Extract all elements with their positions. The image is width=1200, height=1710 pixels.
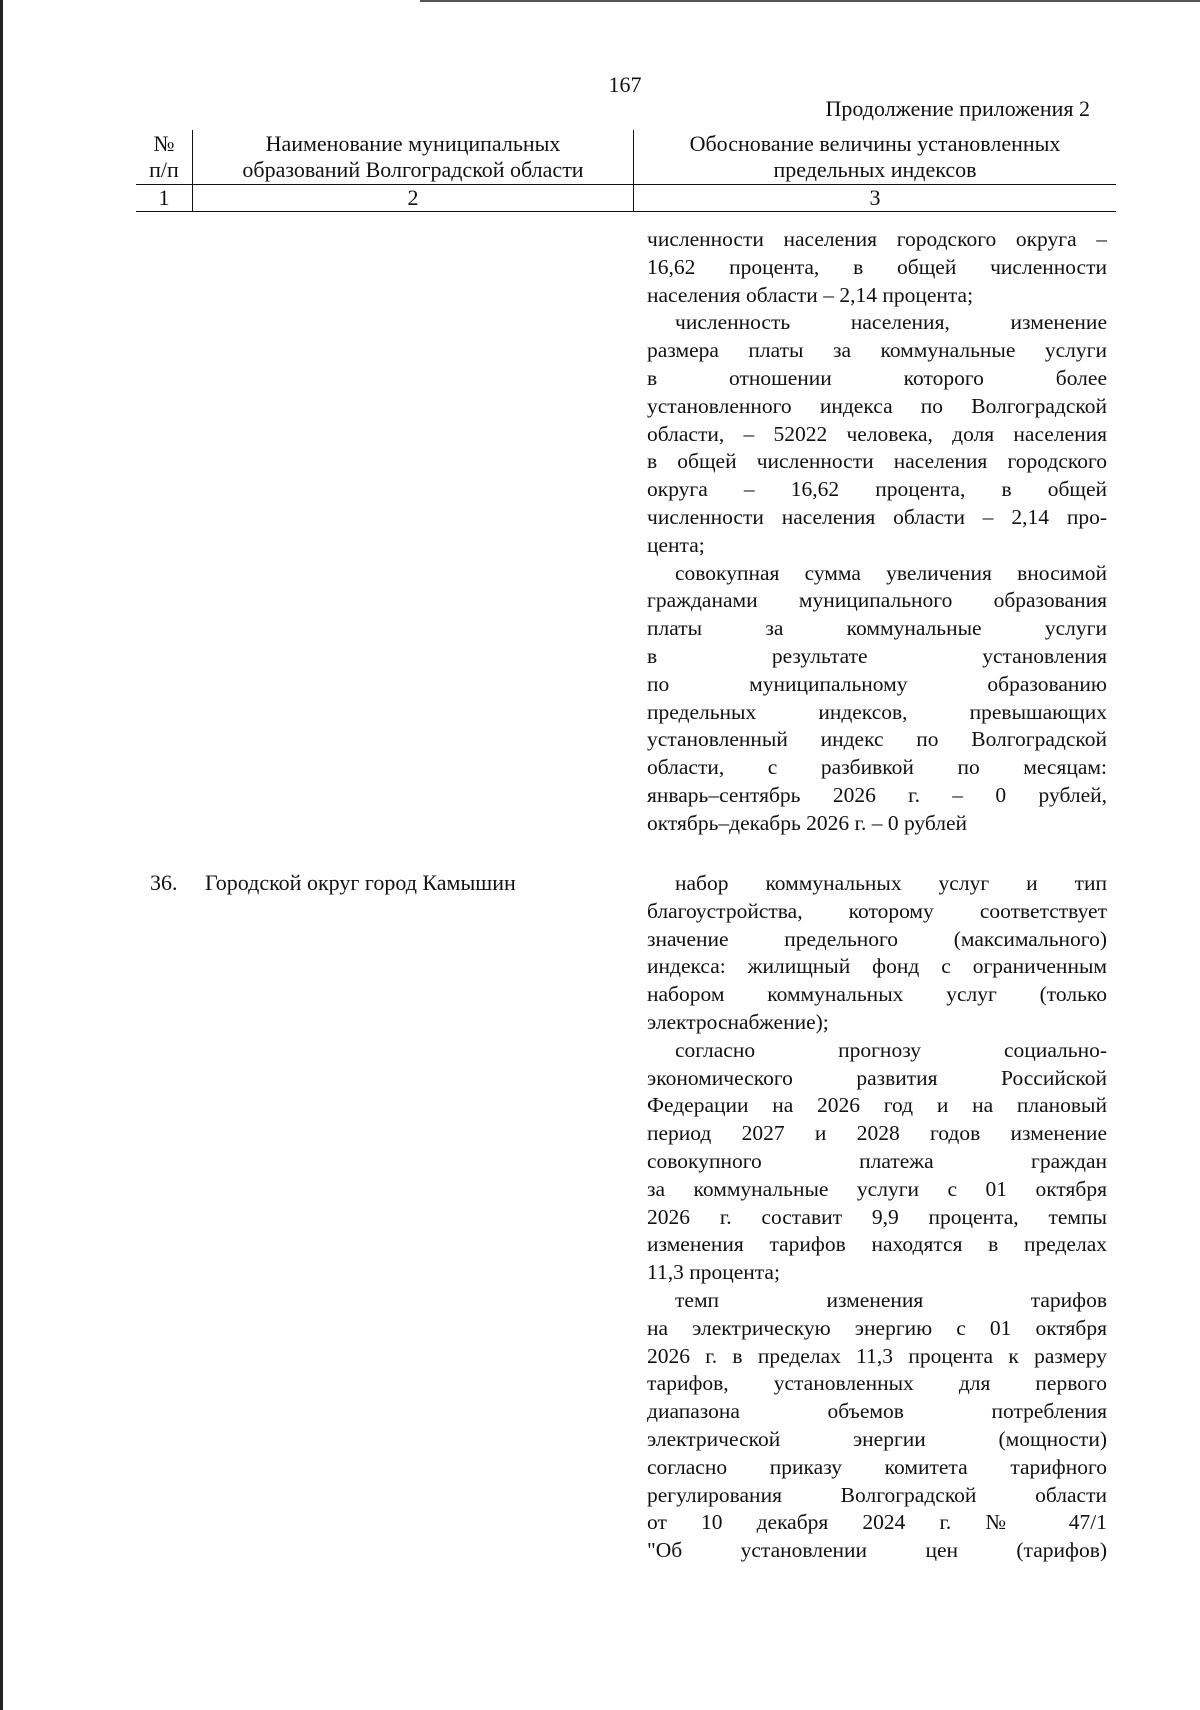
text-line: тарифов, установленных для первого: [647, 1371, 1107, 1396]
text-line: октябрь–декабрь 2026 г. – 0 рублей: [647, 810, 968, 835]
text-line: 16,62 процента, в общей численности: [647, 254, 1107, 279]
text-line: населения области – 2,14 процента;: [647, 282, 974, 307]
text-line: численности населения городского округа –: [647, 227, 1107, 251]
table-header-row: [136, 130, 1116, 185]
text-line: платы за коммунальные услуги: [647, 616, 1107, 641]
header-cell-justification: [634, 130, 1117, 185]
text-line: электрической энергии (мощности): [647, 1426, 1107, 1451]
justification-block-previous: [647, 226, 1107, 838]
text-line: области, – 52022 человека, доля населения: [647, 421, 1107, 446]
municipality-name: Городской округ город Камышин: [205, 870, 516, 895]
entry-number: 36.: [150, 870, 178, 895]
text-line: 11,3 процента;: [647, 1260, 780, 1285]
header-cell-municipality: [193, 130, 634, 185]
header-municipality-line1: Наименование муниципальных: [265, 131, 561, 156]
text-line: цента;: [647, 532, 705, 557]
text-line: за коммунальные услуги с 01 октября: [647, 1176, 1107, 1201]
text-line: темп изменения тарифов: [675, 1287, 1107, 1312]
header-justification-line2: предельных индексов: [773, 157, 977, 182]
header-number-line2: п/п: [149, 157, 179, 182]
page-number: 167: [608, 72, 642, 97]
column-number-1: 1: [136, 185, 193, 212]
column-number-row: [136, 185, 1116, 212]
text-line: набор коммунальных услуг и тип: [675, 871, 1107, 895]
text-line: экономического развития Российской: [647, 1065, 1107, 1090]
text-line: численности населения области – 2,14 про-: [647, 504, 1107, 529]
continuation-label: Продолжение приложения 2: [825, 96, 1090, 121]
text-line: электроснабжение);: [647, 1009, 829, 1034]
text-line: согласно приказу комитета тарифного: [647, 1454, 1107, 1479]
text-line: установленный индекс по Волгоградской: [647, 727, 1107, 752]
text-line: "Об установлении цен (тарифов): [647, 1538, 1107, 1563]
text-line: регулирования Волгоградской области: [647, 1482, 1107, 1507]
text-line: значение предельного (максимального): [647, 926, 1107, 951]
table-header: [136, 130, 1116, 212]
text-line: благоустройства, которому соответствует: [647, 898, 1107, 923]
text-line: изменения тарифов находятся в пределах: [647, 1232, 1107, 1257]
header-number-line1: №: [153, 131, 175, 156]
text-line: диапазона объемов потребления: [647, 1399, 1107, 1424]
text-line: на электрическую энергию с 01 октября: [647, 1315, 1107, 1340]
text-line: области, с разбивкой по месяцам:: [647, 755, 1107, 780]
text-line: в общей численности населения городского: [647, 449, 1107, 474]
text-line: установленного индекса по Волгоградской: [647, 393, 1107, 418]
text-line: округа – 16,62 процента, в общей: [647, 477, 1107, 502]
text-line: от 10 декабря 2024 г. № 47/1: [647, 1510, 1107, 1535]
justification-block-kamyshin: [647, 870, 1107, 1565]
header-municipality-line2: образований Волгоградской области: [242, 157, 584, 182]
text-line: предельных индексов, превышающих: [647, 699, 1107, 724]
text-line: 2026 г. в пределах 11,3 процента к размеру: [647, 1343, 1107, 1368]
scan-edge-top: [420, 0, 1200, 2]
scan-edge-left: [0, 0, 3, 1710]
text-line: январь–сентябрь 2026 г. – 0 рублей,: [647, 782, 1107, 807]
text-line: численность населения, изменение: [675, 310, 1107, 335]
text-line: в результате установления: [647, 643, 1107, 668]
column-number-3: 3: [634, 185, 1117, 212]
text-line: гражданами муниципального образования: [647, 588, 1107, 613]
text-line: индекса: жилищный фонд с ограниченным: [647, 954, 1107, 979]
text-line: период 2027 и 2028 годов изменение: [647, 1121, 1107, 1146]
text-line: совокупного платежа граждан: [647, 1148, 1107, 1173]
text-line: согласно прогнозу социально-: [675, 1037, 1107, 1062]
text-line: по муниципальному образованию: [647, 671, 1107, 696]
text-line: в отношении которого более: [647, 365, 1107, 390]
column-number-2: 2: [193, 185, 634, 212]
text-line: Федерации на 2026 год и на плановый: [647, 1093, 1107, 1118]
text-line: размера платы за коммунальные услуги: [647, 338, 1107, 363]
text-line: набором коммунальных услуг (только: [647, 982, 1107, 1007]
header-justification-line1: Обоснование величины установленных: [689, 131, 1061, 156]
text-line: совокупная сумма увеличения вносимой: [675, 560, 1107, 585]
header-cell-number: [136, 130, 193, 185]
text-line: 2026 г. составит 9,9 процента, темпы: [647, 1204, 1107, 1229]
